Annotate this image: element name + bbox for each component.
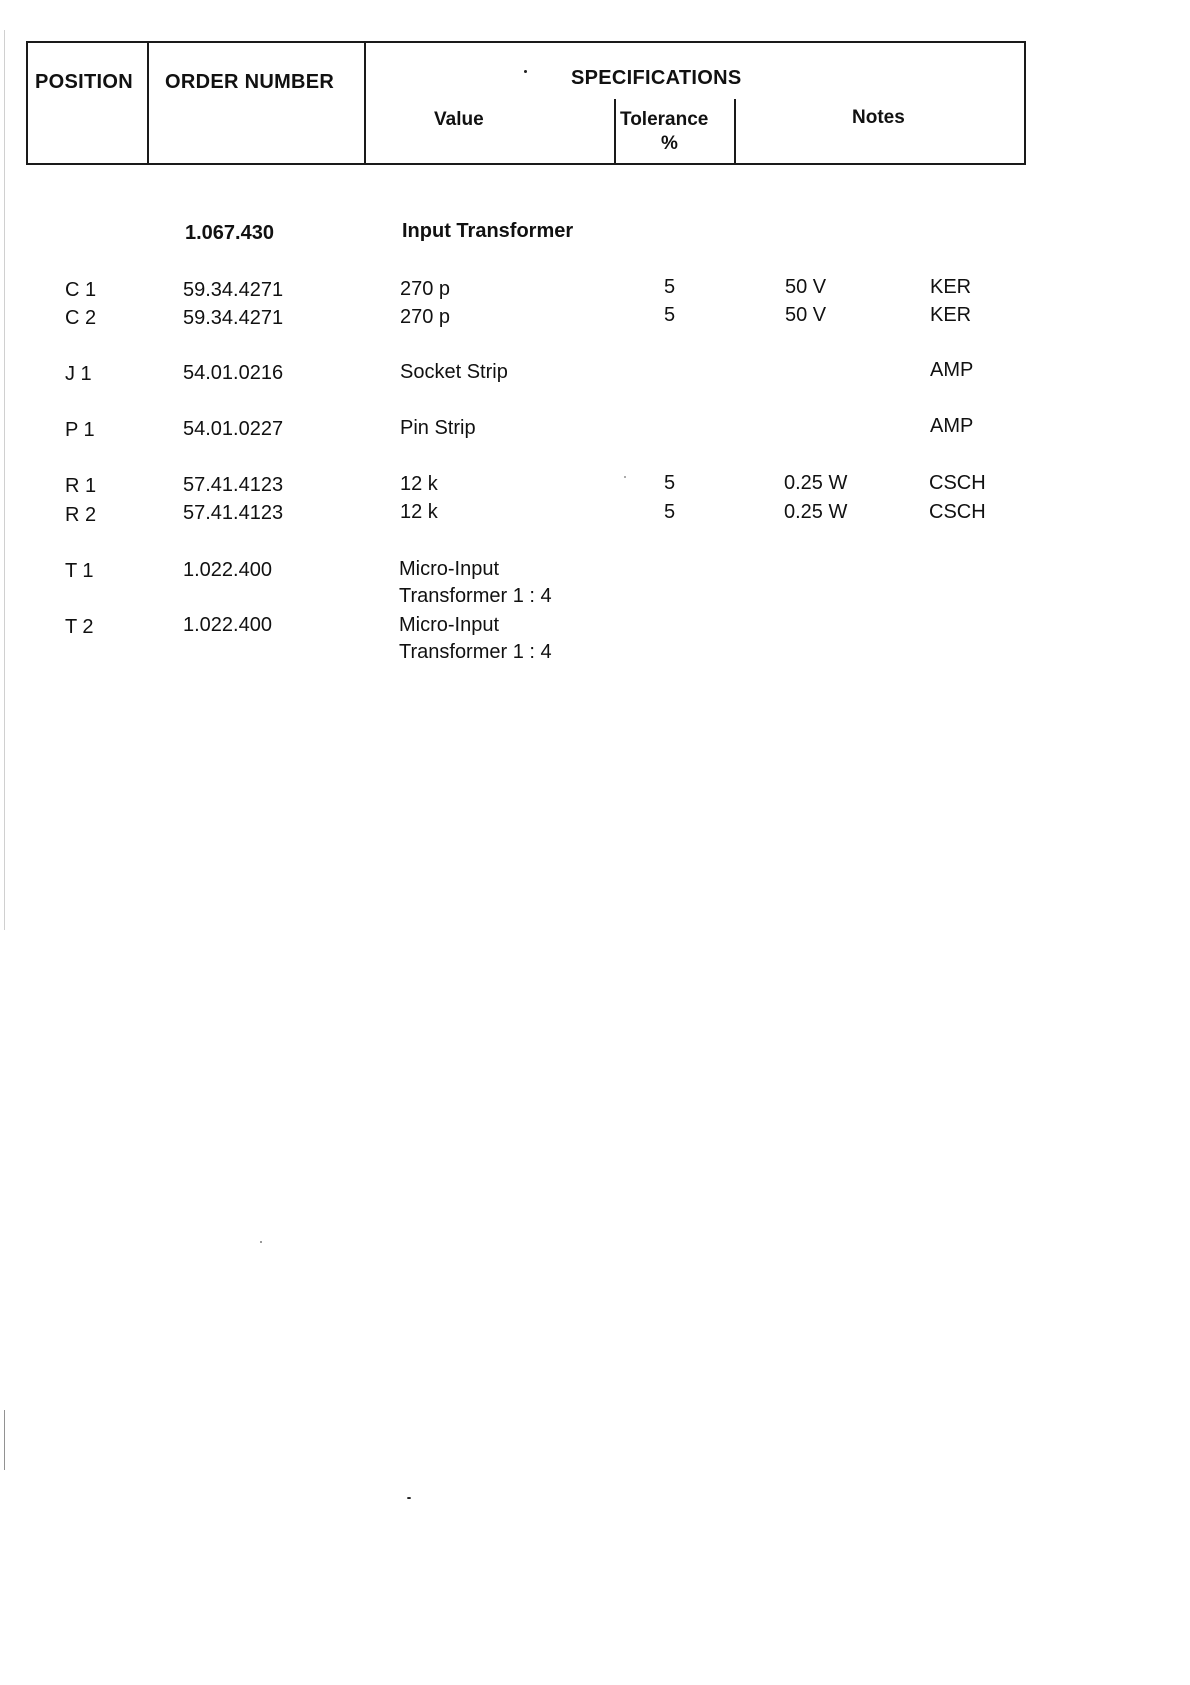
row-position: C 2 (65, 307, 97, 329)
column-divider (734, 99, 736, 163)
header-order-number: ORDER NUMBER (165, 71, 335, 93)
row-value: 270 p (400, 278, 451, 300)
row-type: KER (930, 304, 972, 326)
speck-mark (407, 1497, 411, 1499)
row-value: 12 k (400, 501, 438, 523)
row-position: T 1 (65, 560, 94, 582)
section-title: Input Transformer (402, 220, 574, 242)
row-order-number: 59.34.4271 (183, 307, 284, 329)
table-header (26, 41, 1026, 165)
section-order-number: 1.067.430 (185, 222, 274, 244)
speck-mark (624, 476, 626, 478)
row-order-number: 57.41.4123 (183, 474, 284, 496)
header-specifications: SPECIFICATIONS (571, 67, 742, 89)
header-tolerance: Tolerance (620, 109, 709, 130)
header-tolerance-unit: % (661, 133, 678, 154)
row-position: J 1 (65, 363, 92, 385)
row-tolerance: 5 (664, 276, 676, 298)
row-rating: 0.25 W (784, 501, 848, 523)
row-order-number: 54.01.0227 (183, 418, 284, 440)
row-order-number: 1.022.400 (183, 559, 272, 581)
row-value: Pin Strip (400, 417, 476, 439)
row-type: CSCH (929, 501, 986, 523)
row-position: R 2 (65, 504, 97, 526)
header-position: POSITION (35, 71, 133, 93)
row-type: CSCH (929, 472, 986, 494)
row-type: AMP (930, 415, 974, 437)
row-position: P 1 (65, 419, 95, 441)
row-value: Micro-Input (399, 614, 500, 636)
speck-mark (524, 70, 527, 73)
row-order-number: 1.022.400 (183, 614, 272, 636)
header-notes: Notes (852, 107, 905, 128)
speck-mark (260, 1241, 262, 1243)
row-tolerance: 5 (664, 472, 676, 494)
row-order-number: 59.34.4271 (183, 279, 284, 301)
column-divider (147, 43, 149, 163)
row-position: C 1 (65, 279, 97, 301)
row-type: AMP (930, 359, 974, 381)
row-rating: 50 V (785, 304, 827, 326)
row-type: KER (930, 276, 972, 298)
row-tolerance: 5 (664, 304, 676, 326)
row-value: 12 k (400, 473, 438, 495)
row-value: Micro-Input (399, 558, 500, 580)
row-order-number: 57.41.4123 (183, 502, 284, 524)
row-tolerance: 5 (664, 501, 676, 523)
row-rating: 50 V (785, 276, 827, 298)
header-value: Value (434, 109, 484, 130)
row-value: Socket Strip (400, 361, 508, 383)
column-divider (364, 43, 366, 163)
row-rating: 0.25 W (784, 472, 848, 494)
row-position: R 1 (65, 475, 97, 497)
row-value-line2: Transformer 1 : 4 (399, 585, 552, 607)
row-position: T 2 (65, 616, 94, 638)
row-order-number: 54.01.0216 (183, 362, 284, 384)
scan-edge-mark (4, 30, 5, 930)
row-value: 270 p (400, 306, 451, 328)
scan-edge-mark (4, 1410, 5, 1470)
row-value-line2: Transformer 1 : 4 (399, 641, 552, 663)
column-divider (614, 99, 616, 163)
